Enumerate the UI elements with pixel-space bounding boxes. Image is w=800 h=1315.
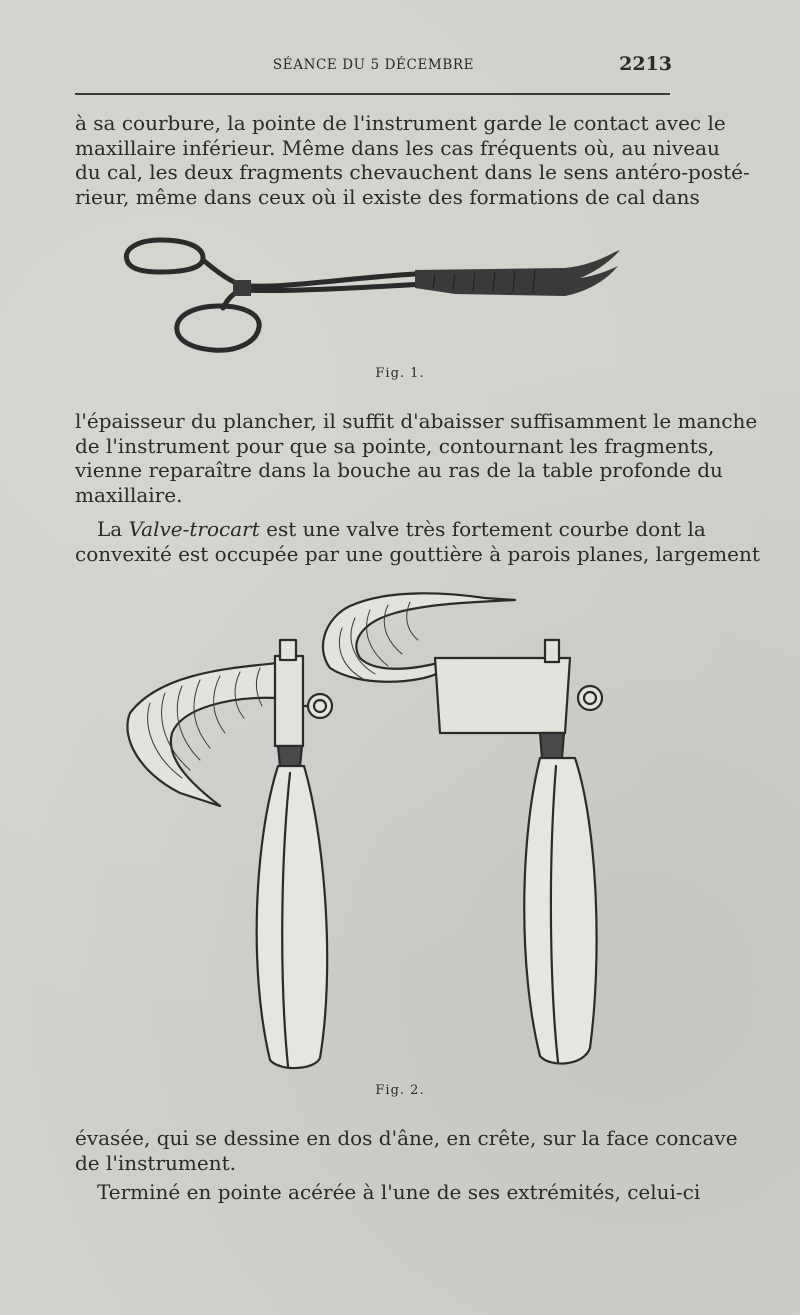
running-title: SÉANCE DU 5 DÉCEMBRE xyxy=(272,57,475,73)
running-header xyxy=(75,52,672,78)
left-handle xyxy=(257,766,328,1068)
header-rule xyxy=(75,93,670,95)
forceps-hinge xyxy=(233,280,251,296)
figure-1-forceps-illustration xyxy=(115,230,625,365)
text-fragment: La xyxy=(97,517,129,541)
forceps-lower-ring xyxy=(177,306,259,350)
left-instrument xyxy=(127,640,332,1068)
text-line: maxillaire inférieur. Même dans les cas fréquents où, au niveau xyxy=(75,135,720,160)
right-instrument xyxy=(323,593,602,1063)
text-line: vienne reparaître dans la bouche au ras de la table profonde du xyxy=(75,458,723,482)
forceps-jaws xyxy=(415,250,620,296)
text-line: évasée, qui se dessine en dos d'âne, en crête, sur la face concave xyxy=(75,1126,738,1150)
text-line: de l'instrument. xyxy=(75,1150,236,1175)
right-clamp-block xyxy=(435,658,570,733)
paragraph-continued-2 xyxy=(75,409,758,507)
left-screw-knob xyxy=(308,694,332,718)
figure-2-valve-trocart-illustration xyxy=(120,588,610,1078)
page-number: 2213 xyxy=(619,53,672,75)
paragraph-termine xyxy=(75,1180,701,1205)
text-line: à sa courbure, la pointe de l'instrument garde le contact avec le xyxy=(75,111,726,135)
text-line: de l'instrument pour que sa pointe, contournant les fragments, xyxy=(75,433,715,458)
text-line xyxy=(75,517,706,542)
text-line: Terminé en pointe acérée à l'une de ses extrémités, celui-ci xyxy=(97,1180,701,1204)
figure-1-caption: Fig. 1. xyxy=(375,366,425,381)
paragraph-valve-trocart xyxy=(75,517,760,566)
forceps-upper-ring xyxy=(126,240,203,272)
paragraph-continued xyxy=(75,111,750,209)
right-handle xyxy=(524,758,596,1064)
figure-2-caption: Fig. 2. xyxy=(375,1083,425,1098)
italic-term: Valve-trocart xyxy=(128,517,260,541)
text-line: rieur, même dans ceux où il existe des formations de cal dans xyxy=(75,184,700,209)
text-line: convexité est occupée par une gouttière à parois planes, largement xyxy=(75,541,760,566)
right-screw-knob xyxy=(578,686,602,710)
left-clamp-block xyxy=(275,656,303,746)
paragraph-continued-3 xyxy=(75,1126,738,1175)
text-fragment: est une valve très fortement courbe dont la xyxy=(259,517,706,541)
text-line: maxillaire. xyxy=(75,482,183,507)
text-line: du cal, les deux fragments chevauchent dans le sens antéro-posté- xyxy=(75,160,750,184)
text-line: l'épaisseur du plancher, il suffit d'abaisser suffisamment le manche xyxy=(75,409,758,433)
